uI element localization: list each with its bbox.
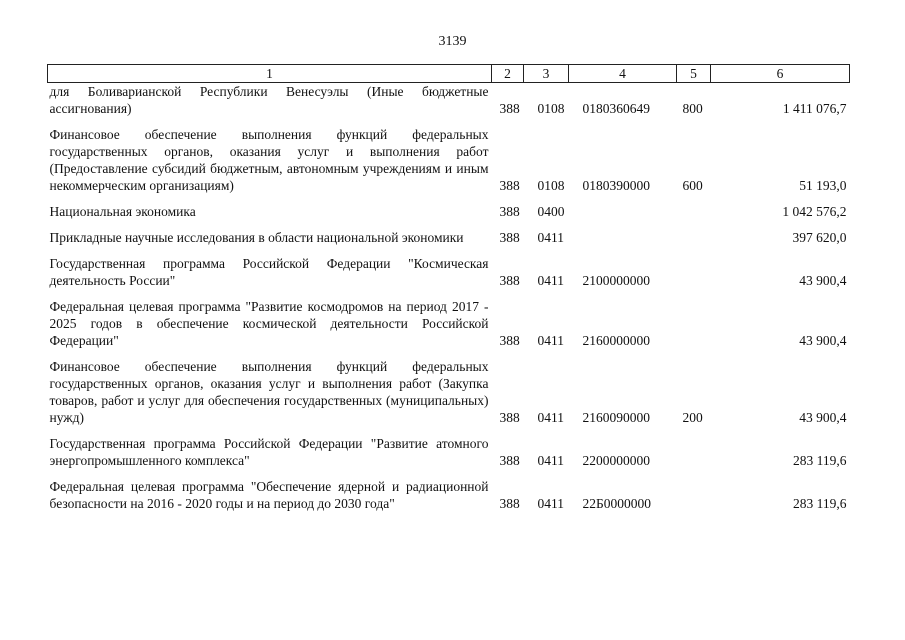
row-col-4: 22Б0000000 — [582, 496, 652, 511]
row-col-3: 0108 — [537, 178, 565, 193]
header-col-3: 3 — [524, 65, 569, 83]
row-col-2: 388 — [499, 410, 520, 425]
row-amount: 1 411 076,7 — [782, 101, 847, 116]
row-col-5: 800 — [682, 101, 703, 116]
header-col-1: 1 — [48, 65, 492, 83]
row-col-3: 0411 — [537, 230, 564, 245]
table-row — [48, 203, 850, 220]
row-amount: 397 620,0 — [792, 230, 847, 245]
row-col-3: 0400 — [537, 204, 565, 219]
table-row — [48, 298, 850, 349]
table-header — [48, 65, 850, 83]
table-row — [48, 358, 850, 426]
row-col-2: 388 — [499, 273, 520, 288]
row-col-4 — [569, 229, 677, 246]
row-amount: 283 119,6 — [793, 453, 847, 468]
row-col-2: 388 — [499, 496, 520, 511]
row-description: для Боливарианской Республики Венесуэлы (Иные бюджетные ассигнования) — [49, 84, 489, 116]
row-col-2: 388 — [499, 204, 520, 219]
row-col-3: 0411 — [537, 496, 564, 511]
row-col-4: 2160000000 — [582, 333, 650, 348]
row-amount: 1 042 576,2 — [782, 204, 847, 219]
row-col-5: 200 — [682, 410, 703, 425]
row-col-3: 0411 — [537, 333, 564, 348]
row-col-3: 0411 — [537, 410, 564, 425]
header-col-5: 5 — [677, 65, 711, 83]
row-amount: 51 193,0 — [799, 178, 847, 193]
row-col-5 — [677, 298, 711, 349]
table-row — [48, 255, 850, 289]
row-amount: 43 900,4 — [799, 273, 847, 288]
row-description: Федеральная целевая программа "Развитие космодромов на период 2017 - 2025 годов в обеспечение космической деятельности Российской Федерации" — [49, 299, 489, 348]
row-col-2: 388 — [499, 333, 520, 348]
row-col-4 — [569, 203, 677, 220]
page-number: 3139 — [438, 34, 467, 49]
row-amount: 43 900,4 — [799, 410, 847, 425]
row-description: Финансовое обеспечение выполнения функций федеральных государственных органов, оказания услуг и выполнения работ (Закупка товаров, работ и услуг для обеспечения государственных (муниципальных) нужд) — [49, 359, 489, 425]
row-col-3: 0108 — [537, 101, 565, 116]
header-col-2: 2 — [492, 65, 524, 83]
row-col-5 — [677, 203, 711, 220]
table-body — [48, 83, 850, 513]
table-row — [48, 229, 850, 246]
row-description: Прикладные научные исследования в области национальной экономики — [49, 230, 464, 245]
table-row — [48, 435, 850, 469]
row-col-4: 2160090000 — [582, 410, 650, 425]
row-description: Национальная экономика — [49, 204, 196, 219]
row-col-4: 0180390000 — [582, 178, 650, 193]
row-col-4: 2200000000 — [582, 453, 650, 468]
header-col-4: 4 — [569, 65, 677, 83]
row-col-5 — [677, 229, 711, 246]
row-col-4: 0180360649 — [582, 101, 650, 116]
budget-table — [47, 64, 850, 512]
row-col-2: 388 — [499, 101, 520, 116]
row-col-5: 600 — [682, 178, 703, 193]
row-col-2: 388 — [499, 178, 520, 193]
row-description: Федеральная целевая программа "Обеспечение ядерной и радиационной безопасности на 2016 - 2020 годы и на период до 2030 года" — [49, 479, 489, 511]
row-amount: 283 119,6 — [793, 496, 847, 511]
header-col-6: 6 — [711, 65, 850, 83]
table-row — [48, 478, 850, 512]
row-col-5 — [677, 478, 711, 512]
row-col-2: 388 — [499, 453, 520, 468]
row-col-3: 0411 — [537, 273, 564, 288]
table-row — [48, 126, 850, 194]
row-col-5 — [677, 435, 711, 469]
row-description: Государственная программа Российской Федерации "Развитие атомного энергопромышленного комплекса" — [49, 436, 489, 468]
row-description: Государственная программа Российской Федерации "Космическая деятельность России" — [49, 256, 489, 288]
row-col-2: 388 — [499, 230, 520, 245]
row-description: Финансовое обеспечение выполнения функций федеральных государственных органов, оказания услуг и выполнения работ (Предоставление субсидий бюджетным, автономным учреждениям и иным некоммерческим организациям) — [49, 127, 489, 193]
row-col-3: 0411 — [537, 453, 564, 468]
row-amount: 43 900,4 — [799, 333, 847, 348]
row-col-5 — [677, 255, 711, 289]
row-col-4: 2100000000 — [582, 273, 650, 288]
header-row — [48, 65, 850, 83]
table-row — [48, 83, 850, 118]
